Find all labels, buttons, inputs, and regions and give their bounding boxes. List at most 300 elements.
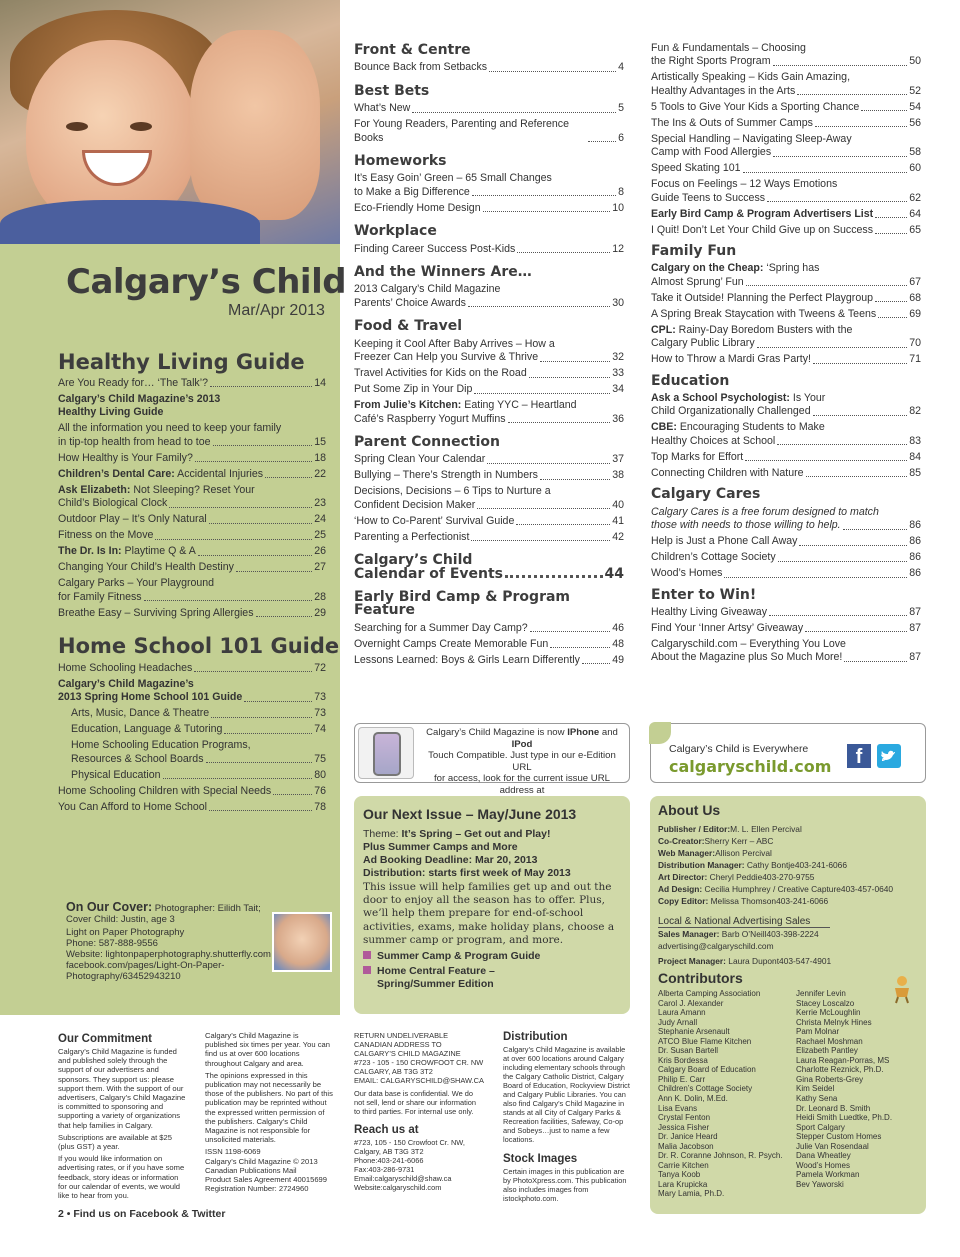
facebook-icon[interactable]: f xyxy=(847,744,871,768)
contributor-name: Lara Krupicka xyxy=(658,1179,708,1189)
toc-section xyxy=(354,266,624,310)
page-number: 87 xyxy=(909,605,921,618)
toc-entry xyxy=(58,468,326,481)
page-number: 86 xyxy=(909,567,921,580)
cover-line: Website: lightonpaperphotography.shutterfly.com xyxy=(66,949,271,960)
entry-title: Child Organizationally Challenged xyxy=(651,405,811,418)
page-number: 4 xyxy=(618,61,624,74)
page-number: 69 xyxy=(909,307,921,320)
contributor-name: Carol J. Alexander xyxy=(658,998,724,1008)
entry-bold: CBE: xyxy=(651,421,677,434)
entry-title: How to Throw a Mardi Gras Party! xyxy=(651,353,811,366)
entry-bold: CPL: xyxy=(651,323,676,336)
page-number: 33 xyxy=(612,367,624,380)
page-number: 87 xyxy=(909,651,921,664)
contributor-name: Jennifer Levin xyxy=(796,989,846,998)
entry-title: Bullying – There’s Strength in Numbers xyxy=(354,469,538,482)
entry-title: Wood’s Homes xyxy=(651,567,723,580)
contributor-name: Wood’s Homes xyxy=(796,1160,850,1170)
page-number: 71 xyxy=(909,353,921,366)
toc-entry xyxy=(354,118,624,145)
contributor-name: Kathy Sena xyxy=(796,1094,838,1104)
contributor-name: Laura Reagan-Porras, MS xyxy=(796,1055,890,1065)
toc-entry xyxy=(58,607,326,620)
entry-title: for Family Fitness xyxy=(58,590,142,603)
entry-title: Arts, Music, Dance & Theatre xyxy=(71,707,210,720)
about-row: Co-Creator:Sherry Kerr – ABC xyxy=(658,836,774,846)
entry-title: Searching for a Summer Day Camp? xyxy=(354,621,528,634)
page-number: 36 xyxy=(612,412,624,425)
page-number: 48 xyxy=(612,637,624,650)
page-number: 74 xyxy=(314,723,326,736)
page-number: 60 xyxy=(909,162,921,175)
cover-child-thumbnail xyxy=(272,912,332,972)
contributor-name: Jessica Fisher xyxy=(658,1122,710,1132)
page-number: 18 xyxy=(314,451,326,464)
page-number: 50 xyxy=(909,55,921,68)
contributor-name: Lisa Evans xyxy=(658,1103,698,1113)
page-number: 62 xyxy=(909,191,921,204)
section-heading: Workplace xyxy=(354,223,437,240)
page-number: 38 xyxy=(612,469,624,482)
magazine-title: Calgary’s Child xyxy=(66,262,347,302)
entry-title: Eco-Friendly Home Design xyxy=(354,201,481,214)
entry-title: in tip-top health from head to toe xyxy=(58,435,211,448)
page-number: 23 xyxy=(314,497,326,510)
contributor-name: Dr. Janice Heard xyxy=(658,1132,718,1142)
page-number: 86 xyxy=(909,535,921,548)
contributor-name: Tanya Koob xyxy=(658,1170,701,1180)
toc-entry: Calgaryschild.com – Everything You Love About the Magazine plus So Much More! 87 xyxy=(651,637,921,664)
page-number: 83 xyxy=(909,434,921,447)
entry-title: Child’s Biological Clock xyxy=(58,497,168,510)
entry-title: What’s New xyxy=(354,102,411,115)
entry-title: Speed Skating 101 xyxy=(651,162,741,175)
about-value: Allison Percival xyxy=(715,848,772,858)
entry-title: Healthy Living Giveaway xyxy=(651,605,767,618)
toc-entry xyxy=(58,452,326,465)
toc-entry xyxy=(651,117,921,130)
entry-title: Home Schooling Children with Special Needs xyxy=(58,784,272,797)
toc-entry xyxy=(58,678,326,705)
toc-entry xyxy=(651,622,921,635)
return-line: CANADIAN ADDRESS TO xyxy=(354,1040,442,1049)
section-heading: Calendar of Events xyxy=(354,565,503,582)
section-heading: Best Bets xyxy=(354,82,430,99)
toc-entry: Ask Elizabeth: Not Sleeping? Reset Your Child’s Biological Clock 23 xyxy=(58,483,326,510)
toc-entry xyxy=(651,567,921,580)
page-number: 30 xyxy=(612,296,624,309)
publishing-info: Calgary’s Child Magazine is published six times per year. You can find us at over 600 locations throughout Calgary and area. The opinions expressed in this publication may not necessarily be those of the publishers. No part of this publication may be reprinted without the expressed written permission of the publishers. Calgary’s Child Magazine is not responsible for unsolicited materials. ISSN 1198-6069 Calgary’s Child Magazine © 2013 Canadian Publications Mail Product Sales Agreement 40015699 Registration Number: 2724960 xyxy=(205,1031,333,1194)
about-row: Copy Editor: Melissa Thomson403-241-6066 xyxy=(658,896,829,906)
contributor-name: Christa Melnyk Hines xyxy=(796,1017,872,1027)
entry-title: Overnight Camps Create Memorable Fun xyxy=(354,637,549,650)
entry-bold: Ask a School Psychologist: xyxy=(651,392,790,405)
reach-row: Phone:403-241-6066 xyxy=(354,1156,424,1165)
entry-title: Education, Language & Tutoring xyxy=(71,723,223,736)
page-number: 12 xyxy=(612,242,624,255)
toc-entry xyxy=(651,606,921,619)
page-number: 86 xyxy=(909,551,921,564)
toc-entry: Calgary on the Cheap: ‘Spring has Almost Sprung’ Fun 67 xyxy=(651,262,921,288)
entry-title: Breathe Easy – Surviving Spring Allergies xyxy=(58,606,254,619)
contributor-name: ATCO Blue Flame Kitchen xyxy=(658,1036,752,1046)
about-row: Publisher / Editor:M. L. Ellen Percival xyxy=(658,824,802,834)
page-number: 73 xyxy=(314,707,326,720)
contributor-name: Children’s Cottage Society xyxy=(658,1084,753,1094)
contributor-name: Heidi Smith Luedtke, Ph.D. xyxy=(796,1113,893,1123)
toc-entry xyxy=(58,785,326,798)
toc-entry xyxy=(354,102,624,115)
toc-entry: Ask a School Psychologist: Is Your Child Organizationally Challenged 82 xyxy=(651,392,921,418)
entry-title xyxy=(651,208,873,221)
entry-title: Top Marks for Effort xyxy=(651,450,744,463)
contributor-name: Kris Bordessa xyxy=(658,1055,708,1065)
page-number: 58 xyxy=(909,146,921,159)
entry-title: Fitness on the Move xyxy=(58,529,154,542)
contributor-name: Philip E. Carr xyxy=(658,1074,706,1084)
entry-title: A Spring Break Staycation with Tweens & Teens xyxy=(651,307,877,320)
page-number: 56 xyxy=(909,116,921,129)
toc-entry xyxy=(354,654,624,667)
page-number: 65 xyxy=(909,223,921,236)
entry-bold: Children’s Dental Care: xyxy=(58,467,175,480)
page-number: 29 xyxy=(314,606,326,619)
entry-title: Put Some Zip in Your Dip xyxy=(354,383,473,396)
healthy-living-toc xyxy=(58,377,326,623)
entry-title: How Healthy is Your Family? xyxy=(58,451,193,464)
toc-entry: CPL: Rainy-Day Boredom Busters with the Calgary Public Library 70 xyxy=(651,323,921,350)
toc-entry xyxy=(651,451,921,464)
sales-email: advertising@calgaryschild.com xyxy=(658,940,774,951)
contributor-name: Rachael Moshman xyxy=(796,1036,863,1046)
page-number: 54 xyxy=(909,100,921,113)
contributor-name: Stephanie Arsenault xyxy=(658,1027,730,1037)
page-number: 28 xyxy=(314,590,326,603)
toc-entry xyxy=(651,208,921,221)
toc-entry: CBE: Encouraging Students to Make Healthy Choices at School 83 xyxy=(651,421,921,447)
entry-title: ‘How to Co-Parent’ Survival Guide xyxy=(354,514,515,527)
about-row: Project Manager: Laura Dupont403-547-4901 xyxy=(658,956,832,966)
contributor-name: Kim Seidel xyxy=(796,1084,835,1094)
toc-section xyxy=(651,586,921,665)
toc-entry xyxy=(58,801,326,814)
entry-title: About the Magazine plus So Much More! xyxy=(651,651,843,664)
toc-section xyxy=(651,488,921,580)
toc-section xyxy=(354,155,624,215)
entry-title: The Ins & Outs of Summer Camps xyxy=(651,116,813,129)
section-heading: Early Bird Camp & Program Feature xyxy=(354,588,571,619)
section-heading: Front & Centre xyxy=(354,42,471,58)
toc-entry xyxy=(651,353,921,366)
entry-bold: The Dr. Is In: xyxy=(58,545,122,558)
toc-entry xyxy=(354,531,624,544)
page-number: 5 xyxy=(618,102,624,115)
entry-bold: Healthy Living Guide xyxy=(58,406,164,419)
entry-title xyxy=(58,691,242,704)
page-number: 10 xyxy=(612,201,624,214)
contributor-name: Gina Roberts-Grey xyxy=(796,1074,864,1084)
contributors-box xyxy=(650,966,926,1214)
contributor-name: Ann K. Dolin, M.Ed. xyxy=(658,1094,728,1104)
page-number: 22 xyxy=(314,467,326,480)
toc-entry xyxy=(651,535,921,548)
commitment-heading: Our Commitment xyxy=(58,1033,152,1045)
entry-title: Parenting a Perfectionist xyxy=(354,530,470,543)
toc-entry: Focus on Feelings – 12 Ways Emotions Guide Teens to Success 62 xyxy=(651,178,921,204)
toc-entry: Fun & Fundamentals – Choosing the Right Sports Program 50 xyxy=(651,42,921,68)
entry-title xyxy=(58,406,163,419)
entry-title: 5 Tools to Give Your Kids a Sporting Chance xyxy=(651,100,860,113)
section-heading: Homeworks xyxy=(354,153,447,170)
about-row: Sales Manager: Barb O’Neill403-398-2224 xyxy=(658,929,819,939)
entry-title: Confident Decision Maker xyxy=(354,498,476,511)
page-number: 8 xyxy=(618,185,624,198)
toc-entry xyxy=(651,292,921,305)
entry-title: Find Your ‘Inner Artsy’ Giveaway xyxy=(651,621,804,634)
about-row: Distribution Manager: Cathy Bontje403-241-6066 xyxy=(658,860,847,870)
cover-line: facebook.com/pages/Light-On-Paper- xyxy=(66,960,225,971)
toc-section xyxy=(354,554,624,581)
about-row xyxy=(658,941,920,953)
toc-column-2 xyxy=(354,44,624,677)
entry-title: Finding Career Success Post-Kids xyxy=(354,242,516,255)
leaf-icon xyxy=(649,722,671,744)
entry-title: Resources & School Boards xyxy=(71,752,204,765)
page-number: 67 xyxy=(909,275,921,288)
page-number: 80 xyxy=(314,768,326,781)
toc-entry xyxy=(651,308,921,321)
return-line: RETURN UNDELIVERABLE xyxy=(354,1031,449,1040)
toc-entry xyxy=(58,561,326,574)
toc-entry xyxy=(354,469,624,482)
toc-section xyxy=(354,225,624,256)
toc-entry xyxy=(58,707,326,720)
toc-entry xyxy=(354,61,624,74)
toc-entry: Home Schooling Education Programs, Resources & School Boards 75 xyxy=(71,739,326,765)
contributor-name: Bev Yaworski xyxy=(796,1179,844,1189)
about-row: Ad Design: Cecilia Humphrey / Creative Capture403-457-0640 xyxy=(658,884,894,894)
reach-row: Fax:403-286-9731 xyxy=(354,1165,415,1174)
page-number: 87 xyxy=(909,621,921,634)
toc-section xyxy=(651,42,921,237)
about-row: Web Manager:Allison Percival xyxy=(658,848,772,858)
home-school-heading: Home School 101 Guide xyxy=(58,634,340,658)
toc-section xyxy=(354,433,624,544)
website-link[interactable]: calgaryschild.com xyxy=(669,757,832,776)
contributor-name: Charlotte Reznick, Ph.D. xyxy=(796,1065,884,1075)
return-line: EMAIL: CALGARYSCHILD@SHAW.CA xyxy=(354,1076,484,1085)
toc-entry xyxy=(354,453,624,466)
return-line: CALGARY, AB T3G 3T2 xyxy=(354,1067,433,1076)
page-number: 64 xyxy=(909,207,921,220)
toc-section xyxy=(354,44,624,75)
reach-row: Website:calgaryschild.com xyxy=(354,1183,442,1192)
social-box xyxy=(650,723,926,783)
contributor-name: Dana Wheatley xyxy=(796,1151,851,1161)
page-number: 44 xyxy=(604,565,624,582)
page-number: 14 xyxy=(314,377,326,389)
toc-entry xyxy=(354,515,624,528)
entry-bold: Calgary’s Child Magazine’s 2013 xyxy=(58,393,221,405)
page-number: 27 xyxy=(314,561,326,574)
page-number: 49 xyxy=(612,653,624,666)
return-line: CALGARY’S CHILD MAGAZINE xyxy=(354,1049,461,1058)
toc-section xyxy=(651,245,921,367)
page-number: 84 xyxy=(909,450,921,463)
contributor-name: Crystal Fenton xyxy=(658,1113,711,1123)
toc-column-3 xyxy=(651,42,921,673)
page-number: 75 xyxy=(314,752,326,765)
entry-title: Café’s Raspberry Yogurt Muffins xyxy=(354,412,506,425)
page-number: 68 xyxy=(909,291,921,304)
entry-italic: Calgary Cares is a free forum designed to match xyxy=(651,505,879,518)
twitter-icon[interactable] xyxy=(877,744,901,768)
toc-entry xyxy=(354,367,624,380)
page-number: 34 xyxy=(612,383,624,396)
toc-section xyxy=(354,82,624,145)
cover-child-photo xyxy=(0,0,340,244)
entry-title: Changing Your Child’s Health Destiny xyxy=(58,561,234,574)
distribution-column: Distribution Calgary’s Child Magazine is available at over 600 locations around Calgary including elementary schools through the Calgary Catholic District, Calgary Board of Education, Rockyview District and Calgary Public Libraries. You can also find Calgary’s Child Magazine in stands at all City of Calgary Parks & Recreation facilities, Safeway, Co-op and Sobeys…just to name a few locations. Stock Images Certain images in this publication are by PhotoXpress.com. This publication also includes images from istockphoto.com. xyxy=(503,1031,630,1203)
toc-entry xyxy=(58,545,326,558)
about-value: Sherry Kerr – ABC xyxy=(704,836,774,846)
cover-heading: On Our Cover: xyxy=(66,900,153,914)
entry-title: Children’s Cottage Society xyxy=(651,551,776,564)
contributor-name: Sport Calgary xyxy=(796,1122,845,1132)
entry-title: Guide Teens to Success xyxy=(651,191,766,204)
toc-entry xyxy=(651,551,921,564)
contributor-name: Malia Jacobson xyxy=(658,1141,714,1151)
contributor-name: Pamela Workman xyxy=(796,1170,860,1180)
next-issue-body: This issue will help families get up and out the door to enjoy all the season has to offer. Plus, we’ll help them prepare for end-of-school activities, exams, make holiday plans, choose a summer camp or program, and more. xyxy=(363,881,615,946)
contributor-name: Dr. Susan Bartell xyxy=(658,1046,719,1056)
page-number: 41 xyxy=(612,514,624,527)
toc-entry xyxy=(58,662,326,675)
toc-entry: Artistically Speaking – Kids Gain Amazing, Healthy Advantages in the Arts 52 xyxy=(651,71,921,97)
commitment-column: Our Commitment Calgary’s Child Magazine is funded and published solely through the support of our advertisers and sponsors. They support us: please support them. With the support of our advertisers, Calgary’s Child Magazine is committed to sponsoring and supporting a variety of organizations that help families in Calgary. Subscriptions are available at $25 (plus GST) a year. If you would like information on advertising rates, or if you have some feedback, story ideas or information for our calendar of events, we would like to hear from you. xyxy=(58,1033,186,1201)
page-number: 86 xyxy=(909,519,921,532)
entry-title: Outdoor Play – It’s Only Natural xyxy=(58,513,207,526)
entry-title: Children’s Dental Care: Accidental Injuries xyxy=(58,467,264,480)
contributor-name: Stepper Custom Homes xyxy=(796,1132,882,1142)
contributor-name: Kerrie McLoughlin xyxy=(796,1008,861,1018)
toc-entry: Calgary’s Child Magazine’s 2013 Healthy Living Guide All the information you need to keep your family in tip-top health from head to toe 15 xyxy=(58,393,326,448)
toc-entry xyxy=(58,769,326,782)
entry-title: Travel Activities for Kids on the Road xyxy=(354,367,527,380)
return-address: RETURN UNDELIVERABLE CANADIAN ADDRESS TO CALGARY’S CHILD MAGAZINE #723 - 105 - 150 CROWFOOT CR. NW CALGARY, AB T3G 3T2 EMAIL: CALGARYSCHILD@SHAW.CA Our data base is confidential. We do not sell, lend or share our information to third parties. For internal use only. Reach us at #723, 105 - 150 Crowfoot Cr. NW, Calgary, AB T3G 3T2 Phone:403-241-6066 Fax:403-286-9731 Email:calgaryschild@shaw.ca Website:calgaryschild.com xyxy=(354,1031,484,1192)
entry-title: Bounce Back from Setbacks xyxy=(354,61,488,74)
page-number: 40 xyxy=(612,498,624,511)
entry-title: For Young Readers, Parenting and Reference Books xyxy=(354,118,569,144)
contributor-name: Pam Molnar xyxy=(796,1027,840,1037)
toc-entry xyxy=(651,467,921,480)
entry-title: Take it Outside! Planning the Perfect Playgroup xyxy=(651,291,874,304)
toc-entry xyxy=(651,162,921,175)
distribution-heading: Distribution xyxy=(503,1031,568,1043)
entry-title: You Can Afford to Home School xyxy=(58,800,207,813)
about-value: M. L. Ellen Percival xyxy=(730,824,802,834)
contributor-name: Dr. Leonard B. Smith xyxy=(796,1103,871,1113)
entry-title: Camp with Food Allergies xyxy=(651,146,772,159)
about-value: 403-241-6066 xyxy=(776,896,829,906)
entry-title: Are You Ready for… ‘The Talk’? xyxy=(58,377,208,389)
home-school-toc xyxy=(58,662,326,817)
section-heading: Calgary Cares xyxy=(651,486,761,503)
iphone-promo-text: Calgary’s Child Magazine is now IPhone and IPod Touch Compatible. Just type in our e-Edition URL for access, look for the current issue URL address at xyxy=(420,727,624,808)
entry-title: The Dr. Is In: Playtime Q & A xyxy=(58,545,196,558)
cover-child: Cover Child: Justin, age 3 xyxy=(66,914,175,925)
entry-bold: From Julie’s Kitchen: xyxy=(354,399,462,412)
page-number: 42 xyxy=(612,530,624,543)
contributor-name: Elizabeth Pantley xyxy=(796,1046,858,1056)
entry-title: Help is Just a Phone Call Away xyxy=(651,535,798,548)
contributor-name: Calgary Board of Education xyxy=(658,1065,756,1075)
page-number: 78 xyxy=(314,800,326,813)
cover-line: Light on Paper Photography xyxy=(66,927,185,938)
contributor-name: Alberta Camping Association xyxy=(658,989,761,998)
contributor-name: Judy Arnall xyxy=(658,1017,698,1027)
toc-entry: 2013 Calgary’s Child Magazine Parents’ Choice Awards 30 xyxy=(354,283,624,309)
about-row: Art Director: Cheryl Peddie403-270-9755 xyxy=(658,872,815,882)
page-number: 24 xyxy=(314,513,326,526)
toc-entry xyxy=(354,202,624,215)
next-issue-box: Our Next Issue – May/June 2013 Theme: It’s Spring – Get out and Play! Plus Summer Camps and More Ad Booking Deadline: Mar 20, 2013 Distribution: starts first week of May 2013 This issue will help families get up and out the door to enjoy all the season has to offer. Plus, we’ll help them prepare for end-of-school activities, exams, make holiday plans, choose a summer camp or program, and more. Summer Camp & Program Guide Home Central Feature – Spring/Summer Edition xyxy=(354,796,630,1014)
entry-title: Healthy Choices at School xyxy=(651,434,776,447)
section-heading: Enter to Win! xyxy=(651,586,757,603)
about-value: 403-398-2224 xyxy=(766,929,819,939)
contributor-name: Laura Amann xyxy=(658,1008,706,1018)
bullet-icon xyxy=(363,966,371,974)
page-number: 85 xyxy=(909,466,921,479)
page-number: 73 xyxy=(314,691,326,704)
toc-entry xyxy=(651,224,921,237)
section-heading: Family Fun xyxy=(651,243,737,260)
healthy-living-heading: Healthy Living Guide xyxy=(58,350,305,374)
reach-heading: Reach us at xyxy=(354,1124,419,1136)
issue-date: Mar/Apr 2013 xyxy=(228,302,325,319)
contributor-name: Dr. R. Coranne Johnson, R. Psych. xyxy=(658,1151,783,1161)
entry-title: Physical Education xyxy=(71,768,161,781)
toc-entry xyxy=(58,529,326,542)
local-sales-heading: Local & National Advertising Sales xyxy=(658,916,830,928)
section-heading: Calgary’s Child xyxy=(354,552,473,569)
page-number: 76 xyxy=(314,784,326,797)
everywhere-text: Calgary’s Child is Everywhere xyxy=(669,743,809,755)
cover-credit: On Our Cover: Photographer: Eilidh Tait; Cover Child: Justin, age 3 Light on Paper Photography Phone: 587-888-9556 Website: lightonpaperphotography.shutterfly.com facebook.com/pages/Light-On-Paper- Photography/63452943210 xyxy=(66,902,286,982)
reach-row: Email:calgaryschild@shaw.ca xyxy=(354,1174,452,1183)
toc-entry xyxy=(354,383,624,396)
entry-title: the Right Sports Program xyxy=(651,55,771,68)
toc-entry xyxy=(58,513,326,526)
cover-line: Photography/63452943210 xyxy=(66,971,181,982)
toc-entry: It’s Easy Goin’ Green – 65 Small Changes to Make a Big Difference 8 xyxy=(354,172,624,198)
page-number: 82 xyxy=(909,405,921,418)
bullet-icon xyxy=(363,951,371,959)
contributor-name: Carrie Kitchen xyxy=(658,1160,709,1170)
entry-title: Connecting Children with Nature xyxy=(651,466,804,479)
entry-title: Parents’ Choice Awards xyxy=(354,296,466,309)
toc-entry: Special Handling – Navigating Sleep-Away Camp with Food Allergies 58 xyxy=(651,132,921,159)
entry-bold: 2013 Spring Home School 101 Guide xyxy=(58,691,243,704)
entry-bold: Early Bird Camp & Program Advertisers List xyxy=(651,207,874,220)
cover-line: Phone: 587-888-9556 xyxy=(66,938,158,949)
section-heading: Education xyxy=(651,372,730,389)
page-number: 25 xyxy=(314,529,326,542)
entry-title: I Quit! Don’t Let Your Child Give up on Success xyxy=(651,223,874,236)
section-heading: And the Winners Are… xyxy=(354,264,532,281)
section-heading: Food & Travel xyxy=(354,318,462,335)
